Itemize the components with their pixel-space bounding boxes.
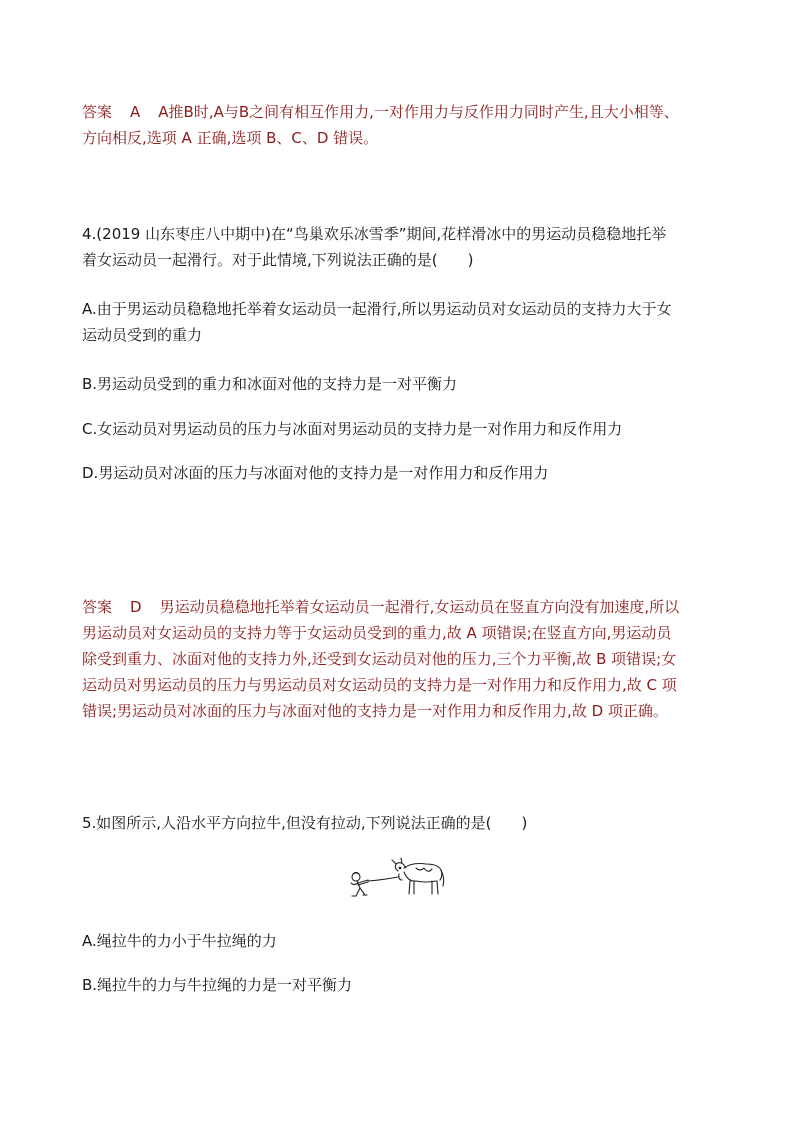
option-a-line-1: A.由于男运动员稳稳地托举着女运动员一起滑行,所以男运动员对女运动员的支持力大于女 <box>82 300 672 318</box>
person-pulling-cow-figure <box>346 850 446 902</box>
question-5-option-a <box>82 928 722 954</box>
answer-text: A推B时,A与B之间有相互作用力,一对作用力与反作用力同时产生,且大小相等、 <box>158 103 679 121</box>
answer-label: 答案 <box>82 598 113 616</box>
answer-3 <box>82 99 722 151</box>
person-figure <box>351 873 368 897</box>
answer-choice: D <box>130 598 142 616</box>
option-a-line-2: 运动员受到的重力 <box>82 326 203 344</box>
answer-choice: A <box>130 103 141 121</box>
question-4-option-b <box>82 371 722 397</box>
question-5-stem <box>82 810 722 836</box>
question-4-stem-line-2: 着女运动员一起滑行。对于此情境,下列说法正确的是( ) <box>82 251 474 269</box>
question-4-option-c <box>82 416 722 442</box>
answer-4-line-5: 错误;男运动员对冰面的压力与冰面对他的支持力是一对作用力和反作用力,故 D 项正确。 <box>82 702 668 720</box>
option-c-text: C.女运动员对男运动员的压力与冰面对男运动员的支持力是一对作用力和反作用力 <box>82 420 623 438</box>
question-4-stem-line-1: 4.(2019 山东枣庄八中期中)在“鸟巢欢乐冰雪季”期间,花样滑冰中的男运动员稳稳地托举 <box>82 225 667 243</box>
rope <box>368 877 398 881</box>
answer-3-line-1 <box>82 99 722 125</box>
answer-text: 男运动员稳稳地托举着女运动员一起滑行,女运动员在竖直方向没有加速度,所以 <box>159 598 680 616</box>
q5-option-a-text: A.绳拉牛的力小于牛拉绳的力 <box>82 932 277 950</box>
answer-4 <box>82 594 722 724</box>
question-5-stem-text: 5.如图所示,人沿水平方向拉牛,但没有拉动,下列说法正确的是( ) <box>82 814 528 832</box>
question-4-stem <box>82 221 722 273</box>
question-4-option-d <box>82 460 722 486</box>
q5-option-b-text: B.绳拉牛的力与牛拉绳的力是一对平衡力 <box>82 976 353 994</box>
answer-4-line-2: 男运动员对女运动员的支持力等于女运动员受到的重力,故 A 项错误;在竖直方向,男运动员 <box>82 624 672 642</box>
option-b-text: B.男运动员受到的重力和冰面对他的支持力是一对平衡力 <box>82 375 458 393</box>
answer-4-line-1 <box>82 594 722 620</box>
answer-label: 答案 <box>82 103 113 121</box>
question-5-option-b <box>82 972 722 998</box>
answer-4-line-3: 除受到重力、冰面对他的支持力外,还受到女运动员对他的压力,三个力平衡,故 B 项错误;女 <box>82 650 677 668</box>
answer-3-line-2: 方向相反,选项 A 正确,选项 B、C、D 错误。 <box>82 129 379 147</box>
answer-4-line-4: 运动员对男运动员的压力与男运动员对女运动员的支持力是一对作用力和反作用力,故 C 项 <box>82 676 677 694</box>
option-d-text: D.男运动员对冰面的压力与冰面对他的支持力是一对作用力和反作用力 <box>82 464 549 482</box>
cow-figure <box>392 858 444 894</box>
question-4-option-a <box>82 296 722 348</box>
